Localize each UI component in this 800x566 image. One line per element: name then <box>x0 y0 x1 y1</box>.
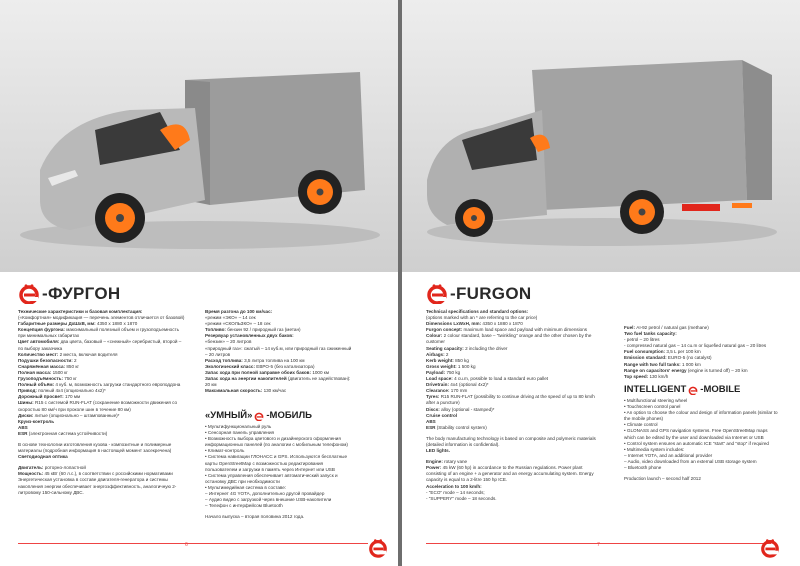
spec-label: Грузоподъёмность: <box>18 376 65 382</box>
spec-value: 1500 кг <box>52 369 68 375</box>
spec-value: Энергетическая установка в составе двигателя-генератора и системы накопления энергии обеспечивает энергоэффективность, аналогичную 2-литровому 150-сильному ДВС. <box>18 477 177 495</box>
spec-label: Габаритные размеры ДхШхВ, мм: <box>18 321 97 327</box>
feature-item: • Мультифункциональный руль <box>205 424 272 429</box>
feature-item: • Система управления обеспечивает автоматический запуск и остановку ДВС при необходимости <box>205 472 338 484</box>
spec-column-2 <box>624 325 779 380</box>
spec-label: Engine: <box>426 459 445 465</box>
smart-title: «УМНЫЙ» -МОБИЛЬ <box>205 410 313 422</box>
spec-label: Range with two full tanks: <box>624 361 682 367</box>
spec-label: Шины: <box>18 400 35 406</box>
spec-label: ESR <box>18 430 29 436</box>
spec-label: Tyres: <box>426 394 441 400</box>
spec-value: 2 места, включая водителя <box>59 351 118 357</box>
spec-label: Светодиодная оптика <box>18 454 68 460</box>
spec-label: Цвет автомобиля: <box>18 339 61 345</box>
spec-label: Резервуар установленных двух баков: <box>205 333 294 339</box>
spec-label: Clearance: <box>426 388 451 394</box>
spec-value: 3,5 L per 100 km <box>666 349 701 355</box>
spec-value: 2 colour standard, base – "twinkling" orange and the other chosen by the customer <box>426 333 592 345</box>
spec-value: 4 cu.m, possible to load a standard euro pallet <box>454 376 549 382</box>
spec-column-2 <box>205 309 355 394</box>
spec-value: alloy (optional - stamped)* <box>441 406 495 412</box>
spec-value: 4350 x 1880 x 1870 <box>482 321 523 327</box>
spec-label: Двигатель: <box>18 465 45 471</box>
feature-item: • Система навигации ГЛОНАСС и GPS. Используются бесплатные карты OpenStreetMap с возможностью редактирования пользователем и загрузки в память через Интернет или USB <box>205 454 348 472</box>
spec-value: 4 куб. м, возможность загрузки стандартного европоддона <box>55 382 181 388</box>
spec-value: 2 <box>445 351 449 357</box>
feature-item: – Телефон с интерфейсом Bluetooth <box>205 503 283 509</box>
spec-value: полный 4х4 (опционально 4х2)* <box>38 388 106 394</box>
spec-value: максимальный полезный объем и грузоподъемность при минимальных габаритах <box>18 327 179 339</box>
brand-name: -FURGON <box>450 284 532 303</box>
feature-item: – Internet YOTA, and an additional provider <box>624 452 713 458</box>
spec-value: (двигатель не задействован): 20 км <box>205 376 351 388</box>
spec-value: 850 кг <box>66 363 80 369</box>
spec-value: R15 с системой RUN-FLAT (сохранение возможности движения со скоростью 80 км/ч при проколе шин в течение 80 км) <box>18 400 178 412</box>
spec-label: Colour: <box>426 333 444 339</box>
spec-label: Seating capacity: <box>426 345 466 351</box>
spec-value: 850 kg <box>455 357 469 363</box>
brand-name: -ФУРГОН <box>42 284 121 303</box>
spec-value: EURO-5 (no catalyst) <box>667 355 712 361</box>
spec-label: Top speed: <box>624 373 650 379</box>
spec-label: Полная масса: <box>18 369 53 375</box>
feature-item: • An option to choose the colour and design of information panels (similar to the mobile phones) <box>624 410 778 422</box>
spec-label: Диски: <box>18 412 35 418</box>
spec-value: («Комфортная» модификация — перечень элементов отличается от базовой) <box>18 315 185 321</box>
spec-label: Подушки безопасности: <box>18 357 75 363</box>
feature-item: – Bluetooth phone <box>624 465 662 471</box>
left-page <box>0 0 398 566</box>
spec-value: (engine is turned off) – 20 km <box>687 367 748 373</box>
spec-value: 1000 км <box>312 369 329 375</box>
spec-value: maximum load space and payload with minimum dimensions <box>463 327 588 333</box>
spec-value: «режим «ЭКО» – 14 сек <box>205 315 256 321</box>
spec-value: «режим «СКОЛЬЗКО» – 18 сек <box>205 321 271 327</box>
brand-title-left <box>18 284 120 304</box>
spec-label: Range on capacitors' energy <box>624 367 688 373</box>
spec-line <box>426 436 596 448</box>
spec-line <box>205 346 355 358</box>
spec-line <box>18 442 186 454</box>
spec-column-1 <box>18 309 186 496</box>
spec-value: R15 RUN-FLAT (possibility to continue driving at the speed of up to 80 km/h after a puncture) <box>426 394 595 406</box>
spec-value: бензин 92 / природный газ (метан) <box>227 327 301 333</box>
spec-label: Мощность: <box>18 471 45 477</box>
spec-label: ESR <box>426 424 437 430</box>
spec-label: Круиз-контроль <box>18 418 55 424</box>
spec-value: 2 <box>74 357 77 363</box>
e-logo-icon <box>254 412 264 421</box>
spec-value: (Stability control system) <box>436 424 487 430</box>
spec-value: 45 кВт (60 л.с.), в соответствии с российскими нормативами <box>44 471 173 477</box>
feature-item: • Multimedia system includes: <box>624 446 685 452</box>
spec-label: Airbags: <box>426 351 446 357</box>
spec-label: Расход топлива: <box>205 357 245 363</box>
spec-value: 2 including the driver <box>465 345 508 351</box>
spec-label: Cruise control <box>426 412 458 418</box>
spec-value: 130 км/час <box>263 388 287 394</box>
spec-label: Dimensions LxWxH, mm: <box>426 321 483 327</box>
spec-value: - "SUPPERY" mode – 18 seconds. <box>426 495 497 501</box>
footer-line <box>18 543 368 544</box>
spec-label: Запас хода на энергии накопителей <box>205 376 288 382</box>
van-illustration-left <box>0 0 398 272</box>
spec-value: (электронная система устойчивости) <box>28 430 108 436</box>
right-page <box>402 0 800 566</box>
spec-value: 130 km/h <box>649 373 669 379</box>
spec-label: Technical specifications and standard options: <box>426 309 529 314</box>
spec-value: 170 мм <box>64 394 81 400</box>
spec-column-1 <box>426 309 596 502</box>
spec-value: 1 500 kg <box>457 363 476 369</box>
e-logo-icon <box>368 538 388 558</box>
spec-label: Furgon concept: <box>426 327 464 333</box>
spec-label: Emission standard: <box>624 355 668 361</box>
spec-value: 1 000 km <box>681 361 701 367</box>
feature-item: • Сенсорная панель управления <box>205 430 274 436</box>
spec-label: Acceleration to 100 km/h: <box>426 483 482 489</box>
spec-label: Power: <box>426 465 443 471</box>
production-note: Начало выпуска – вторая половина 2012 года. <box>205 514 305 520</box>
smart-features-list <box>205 424 355 509</box>
spec-label: Количество мест: <box>18 351 60 357</box>
van-illustration-right <box>402 0 800 272</box>
spec-label: Discs: <box>426 406 442 412</box>
spec-label: Снаряжённая масса: <box>18 363 67 369</box>
feature-item: • Multifunctional steering wheel <box>624 398 688 403</box>
spec-value: два цвета, базовый – «снежный» серебристый, второй – по выбору заказчика <box>18 339 182 351</box>
spec-label: Gross weight: <box>426 363 458 369</box>
spec-line <box>426 333 596 345</box>
spec-value: - compressed natural gas – 14 cu.m or liquefied natural gas – 20 litres <box>624 343 767 349</box>
brand-title-right <box>426 284 531 304</box>
feature-item: • Возможность выбора цветового и дизайнерского оформления информационных панелей (по аналогии с мобильным телефоном) <box>205 436 348 448</box>
spec-value: The body manufacturing technology is based on composite and polymeric materials (detailed information is confidential). <box>426 435 596 447</box>
feature-item: • Мультимедийная система в составе: <box>205 484 287 490</box>
spec-line <box>426 496 596 502</box>
spec-line <box>18 327 186 339</box>
spec-line <box>426 394 596 406</box>
spec-value: 4x4 (optional 4x2)* <box>450 382 489 388</box>
spec-value: 750 kg <box>446 369 461 375</box>
spec-line <box>18 477 186 495</box>
feature-item: – Интернет 4G YOTA, дополнительно другой провайдер <box>205 491 325 497</box>
spec-label: Привод: <box>18 388 39 394</box>
spec-label: Load space: <box>426 376 455 382</box>
spec-label: Дорожный просвет: <box>18 394 65 400</box>
feature-item: • GLONASS and GPS navigation systems. Free OpenStreetMap maps which can be edited by the user and downloaded via Internet or USB <box>624 428 768 440</box>
spec-line <box>624 374 779 380</box>
e-logo-icon <box>760 538 780 558</box>
van-photo-right <box>402 0 800 272</box>
spec-label: Запас хода при полной заправке обоих баков: <box>205 369 313 375</box>
spec-value: ЕВРО-5 (без катализатора) <box>256 363 315 369</box>
spec-value: - petrol – 20 litres <box>624 337 660 343</box>
spec-label: ABS <box>426 418 436 424</box>
spec-value: rotary vane <box>444 459 468 465</box>
spec-label: ABS <box>18 424 28 430</box>
smart-title: INTELLIGENT -MOBILE <box>624 384 741 396</box>
spec-line <box>205 388 355 394</box>
spec-label: Payload: <box>426 369 447 375</box>
spec-label: Концепция фургона: <box>18 327 67 333</box>
spec-value: 170 mm <box>450 388 468 394</box>
spec-value: AI-92 petrol / natural gas (methane) <box>636 325 709 330</box>
smart-features-list <box>624 398 779 471</box>
production-note: Production launch – second half 2012 <box>624 476 701 482</box>
spec-label: Two fuel tanks capacity: <box>624 331 677 337</box>
spec-label: Kerb weight: <box>426 357 456 363</box>
spec-value: 4350 x 1880 x 1870 <box>96 321 138 327</box>
spec-value: - "ECO" mode – 14 seconds; <box>426 489 485 495</box>
feature-item: – Аудио видео с загрузкой через внешние USB-накопители <box>205 497 332 503</box>
feature-item: – Audio, video downloaded from an external USB storage system <box>624 458 757 464</box>
van-photo-left <box>0 0 398 272</box>
spec-value: литые (опционально – штампованные)* <box>34 412 120 418</box>
smart-section <box>624 382 779 482</box>
e-logo-icon <box>688 386 698 395</box>
spec-value: «природный газ»: сжатый – 14 куб.м, или природный газ сжиженный – 20 литров <box>205 345 352 357</box>
spec-line <box>426 465 596 483</box>
e-logo-icon <box>18 284 40 304</box>
page-number: 7 <box>597 542 600 548</box>
spec-label: Технические характеристики и базовая комплектация: <box>18 309 143 314</box>
spec-value: «бензин» – 20 литров <box>205 339 252 345</box>
feature-item: • Touchscreen control panel <box>624 404 681 410</box>
spec-value: 45 kW (60 hp) in accordance to the Russian regulations. Power plant consisting of an engine + a generator and an energy accumulating system. Energy capacity is equal to a 2-litre 150 hp ICE. <box>426 465 594 483</box>
spec-line <box>18 339 186 351</box>
spec-label: Экологический класс: <box>205 363 257 369</box>
spec-value: роторно-лопастной <box>44 465 86 471</box>
spec-line <box>205 376 355 388</box>
smart-section <box>205 408 355 520</box>
spec-label: Топливо: <box>205 327 228 333</box>
spec-line <box>18 400 186 412</box>
spec-value: (options marked with an * are referring to the car price) <box>426 315 538 321</box>
e-logo-icon <box>426 284 448 304</box>
page-number: 6 <box>185 542 188 548</box>
spec-value: 750 кг <box>64 376 77 382</box>
spec-value: 3,5 литра топлива на 100 км <box>244 357 305 363</box>
spec-label: Полный объём: <box>18 382 56 388</box>
feature-item: • Климат-контроль <box>205 448 245 454</box>
feature-item: • Climate control <box>624 422 658 428</box>
spec-label: Fuel consumption: <box>624 349 667 355</box>
spec-label: Fuel: <box>624 325 637 330</box>
spec-label: LED lights. <box>426 448 450 454</box>
spec-label: Drivetrain: <box>426 382 451 388</box>
spec-value: В основе технологии изготовления кузова - композитные и полимерные материалы (подробная информация в настоящей момент засекречена) <box>18 441 172 454</box>
spec-label: Время разгона до 100 км/час: <box>205 309 273 314</box>
feature-item: • Control system ensures an automatic ICE "start" and "stop" if required <box>624 440 769 446</box>
spec-label: Максимальная скорость: <box>205 388 264 394</box>
